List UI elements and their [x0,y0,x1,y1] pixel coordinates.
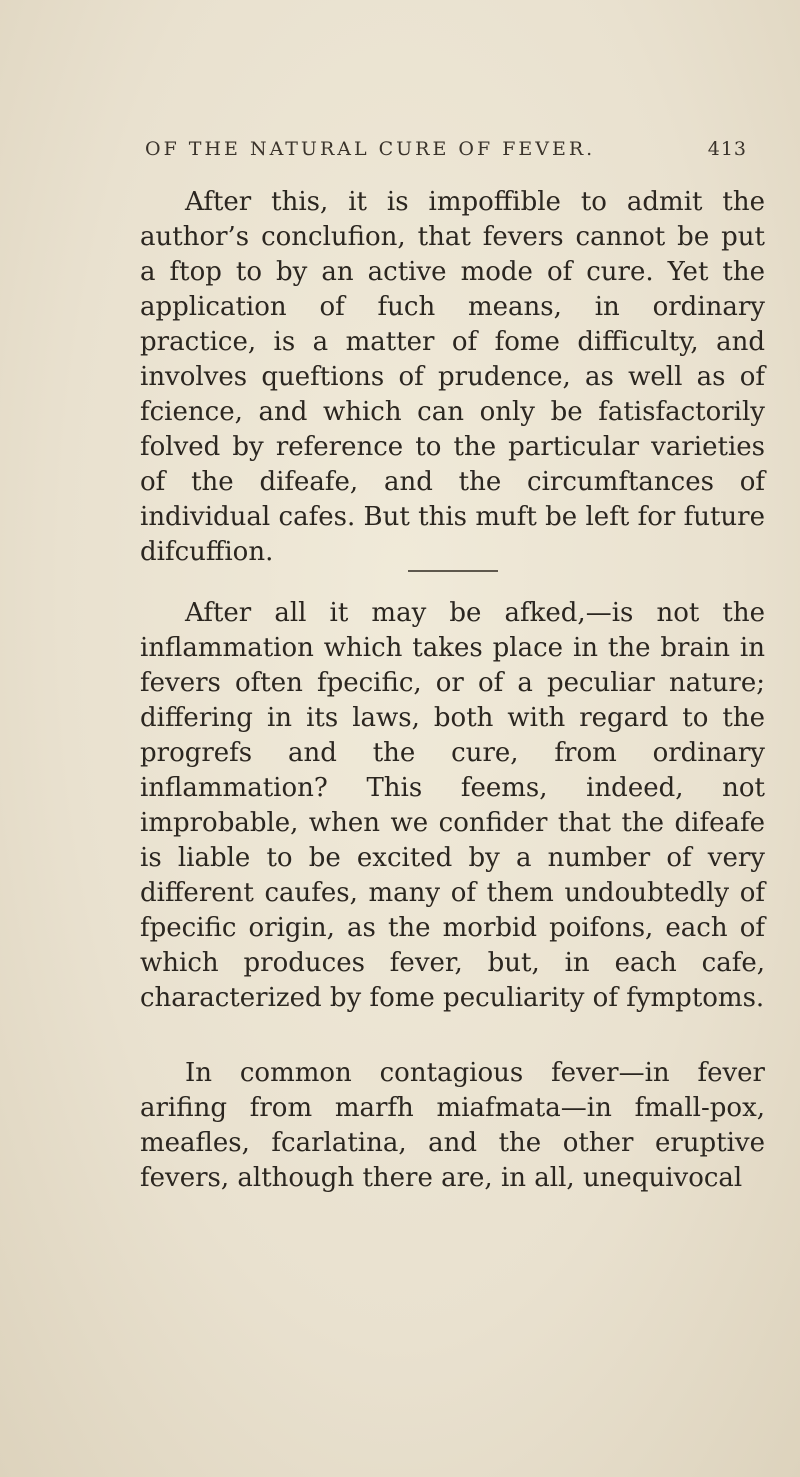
running-head-title: OF THE NATURAL CURE OF FEVER. [145,138,596,160]
paragraph-2: After all it may be afked,—is not the inflammation which takes place in the brain in fevers often fpecific, or of a peculiar nature; differing in its laws, both with regard to the progrefs and the cure, from ordinary inflammation? This feems, indeed, not improbable, when we confider that the difeafe is liable to be excited by a number of very different caufes, many of them undoubtedly of fpecific origin, as the morbid poifons, each of which produces fever, but, in each cafe, characterized by fome peculiarity of fymptoms. [140,598,765,1013]
section-divider [408,570,498,572]
body-text [140,185,765,1196]
paragraph-1: After this, it is impoffible to admit the author’s conclufion, that fevers cannot be put a ftop to by an active mode of cure. Yet the application of fuch means, in ordinary practice, is a matter of fome difficulty, and involves queftions of prudence, as well as of fcience, and which can only be fatisfactorily folved by reference to the particular varieties of the difeafe, and the circumftances of individual cafes. But this muft be left for future difcuffion. [140,187,765,567]
page-number: 413 [707,138,747,160]
running-head [145,138,765,160]
paragraph-3: In common contagious fever—in fever arifing from marfh miafmata—in fmall-pox, meafles, fcarlatina, and the other eruptive fevers, although there are, in all, unequivocal [140,1058,765,1193]
